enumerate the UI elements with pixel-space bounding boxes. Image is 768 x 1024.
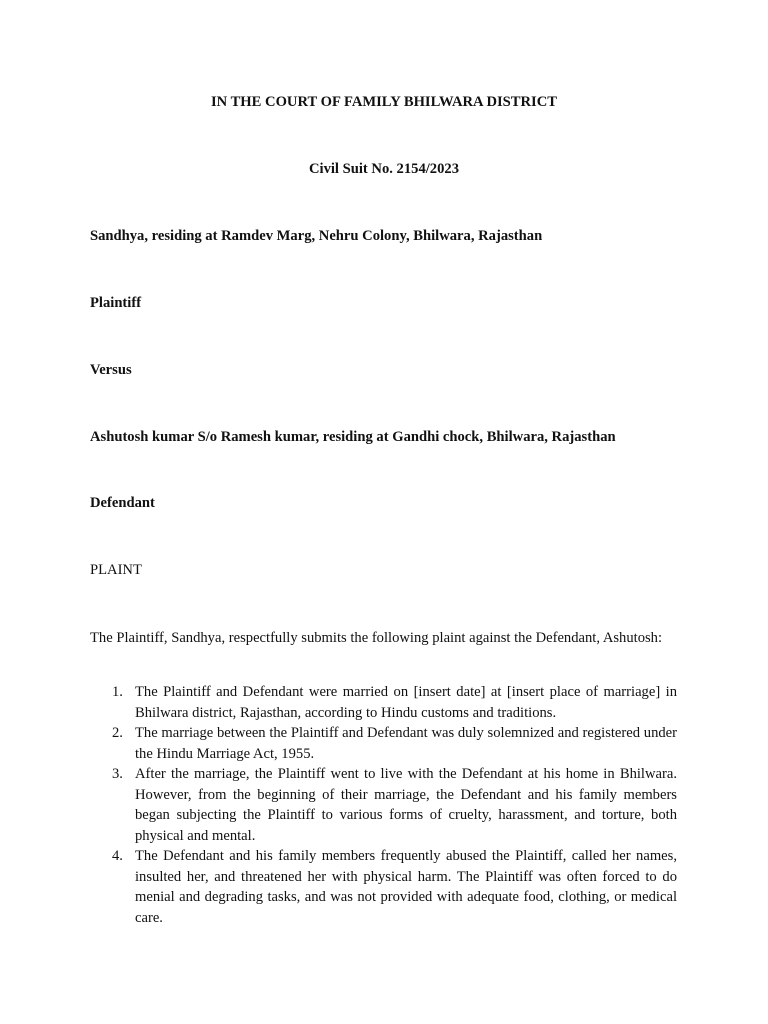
plaint-points-list	[90, 682, 677, 928]
suit-number: Civil Suit No. 2154/2023	[308, 161, 459, 177]
list-item-number: 4.	[112, 848, 123, 864]
list-item-number: 2.	[112, 725, 123, 741]
plaintiff-details: Sandhya, residing at Ramdev Marg, Nehru Colony, Bhilwara, Rajasthan	[90, 228, 543, 244]
plaint-heading: PLAINT	[90, 562, 142, 578]
defendant-label: Defendant	[90, 495, 155, 511]
list-item-text: After the marriage, the Plaintiff went to live with the Defendant at his home in Bhilwara. However, from the beginning of their marriage, the Defendant and his family members began subjecting the Plaintiff to various forms of cruelty, harassment, and torture, both physical and mental.	[135, 766, 677, 844]
list-item-text: The Defendant and his family members frequently abused the Plaintiff, called her names, insulted her, and threatened her with physical harm. The Plaintiff was often forced to do menial and degrading tasks, and was not provided with adequate food, clothing, or medical care.	[135, 848, 677, 926]
list-item-number: 1.	[112, 684, 123, 700]
list-item-number: 3.	[112, 766, 123, 782]
list-item	[90, 846, 677, 928]
defendant-details: Ashutosh kumar S/o Ramesh kumar, residing at Gandhi chock, Bhilwara, Rajasthan	[90, 429, 616, 445]
plaintiff-label: Plaintiff	[90, 295, 142, 311]
versus-label: Versus	[90, 362, 132, 378]
list-item	[90, 764, 677, 846]
list-item-text: The Plaintiff and Defendant were married on [insert date] at [insert place of marriage] in Bhilwara district, Rajasthan, according to Hindu customs and traditions.	[135, 684, 677, 721]
list-item-text: The marriage between the Plaintiff and Defendant was duly solemnized and registered under the Hindu Marriage Act, 1955.	[135, 725, 677, 762]
court-title: IN THE COURT OF FAMILY BHILWARA DISTRICT	[210, 94, 558, 110]
list-item	[90, 682, 677, 723]
list-item	[90, 723, 677, 764]
plaint-intro: The Plaintiff, Sandhya, respectfully submits the following plaint against the Defendant, Ashutosh:	[90, 630, 663, 646]
